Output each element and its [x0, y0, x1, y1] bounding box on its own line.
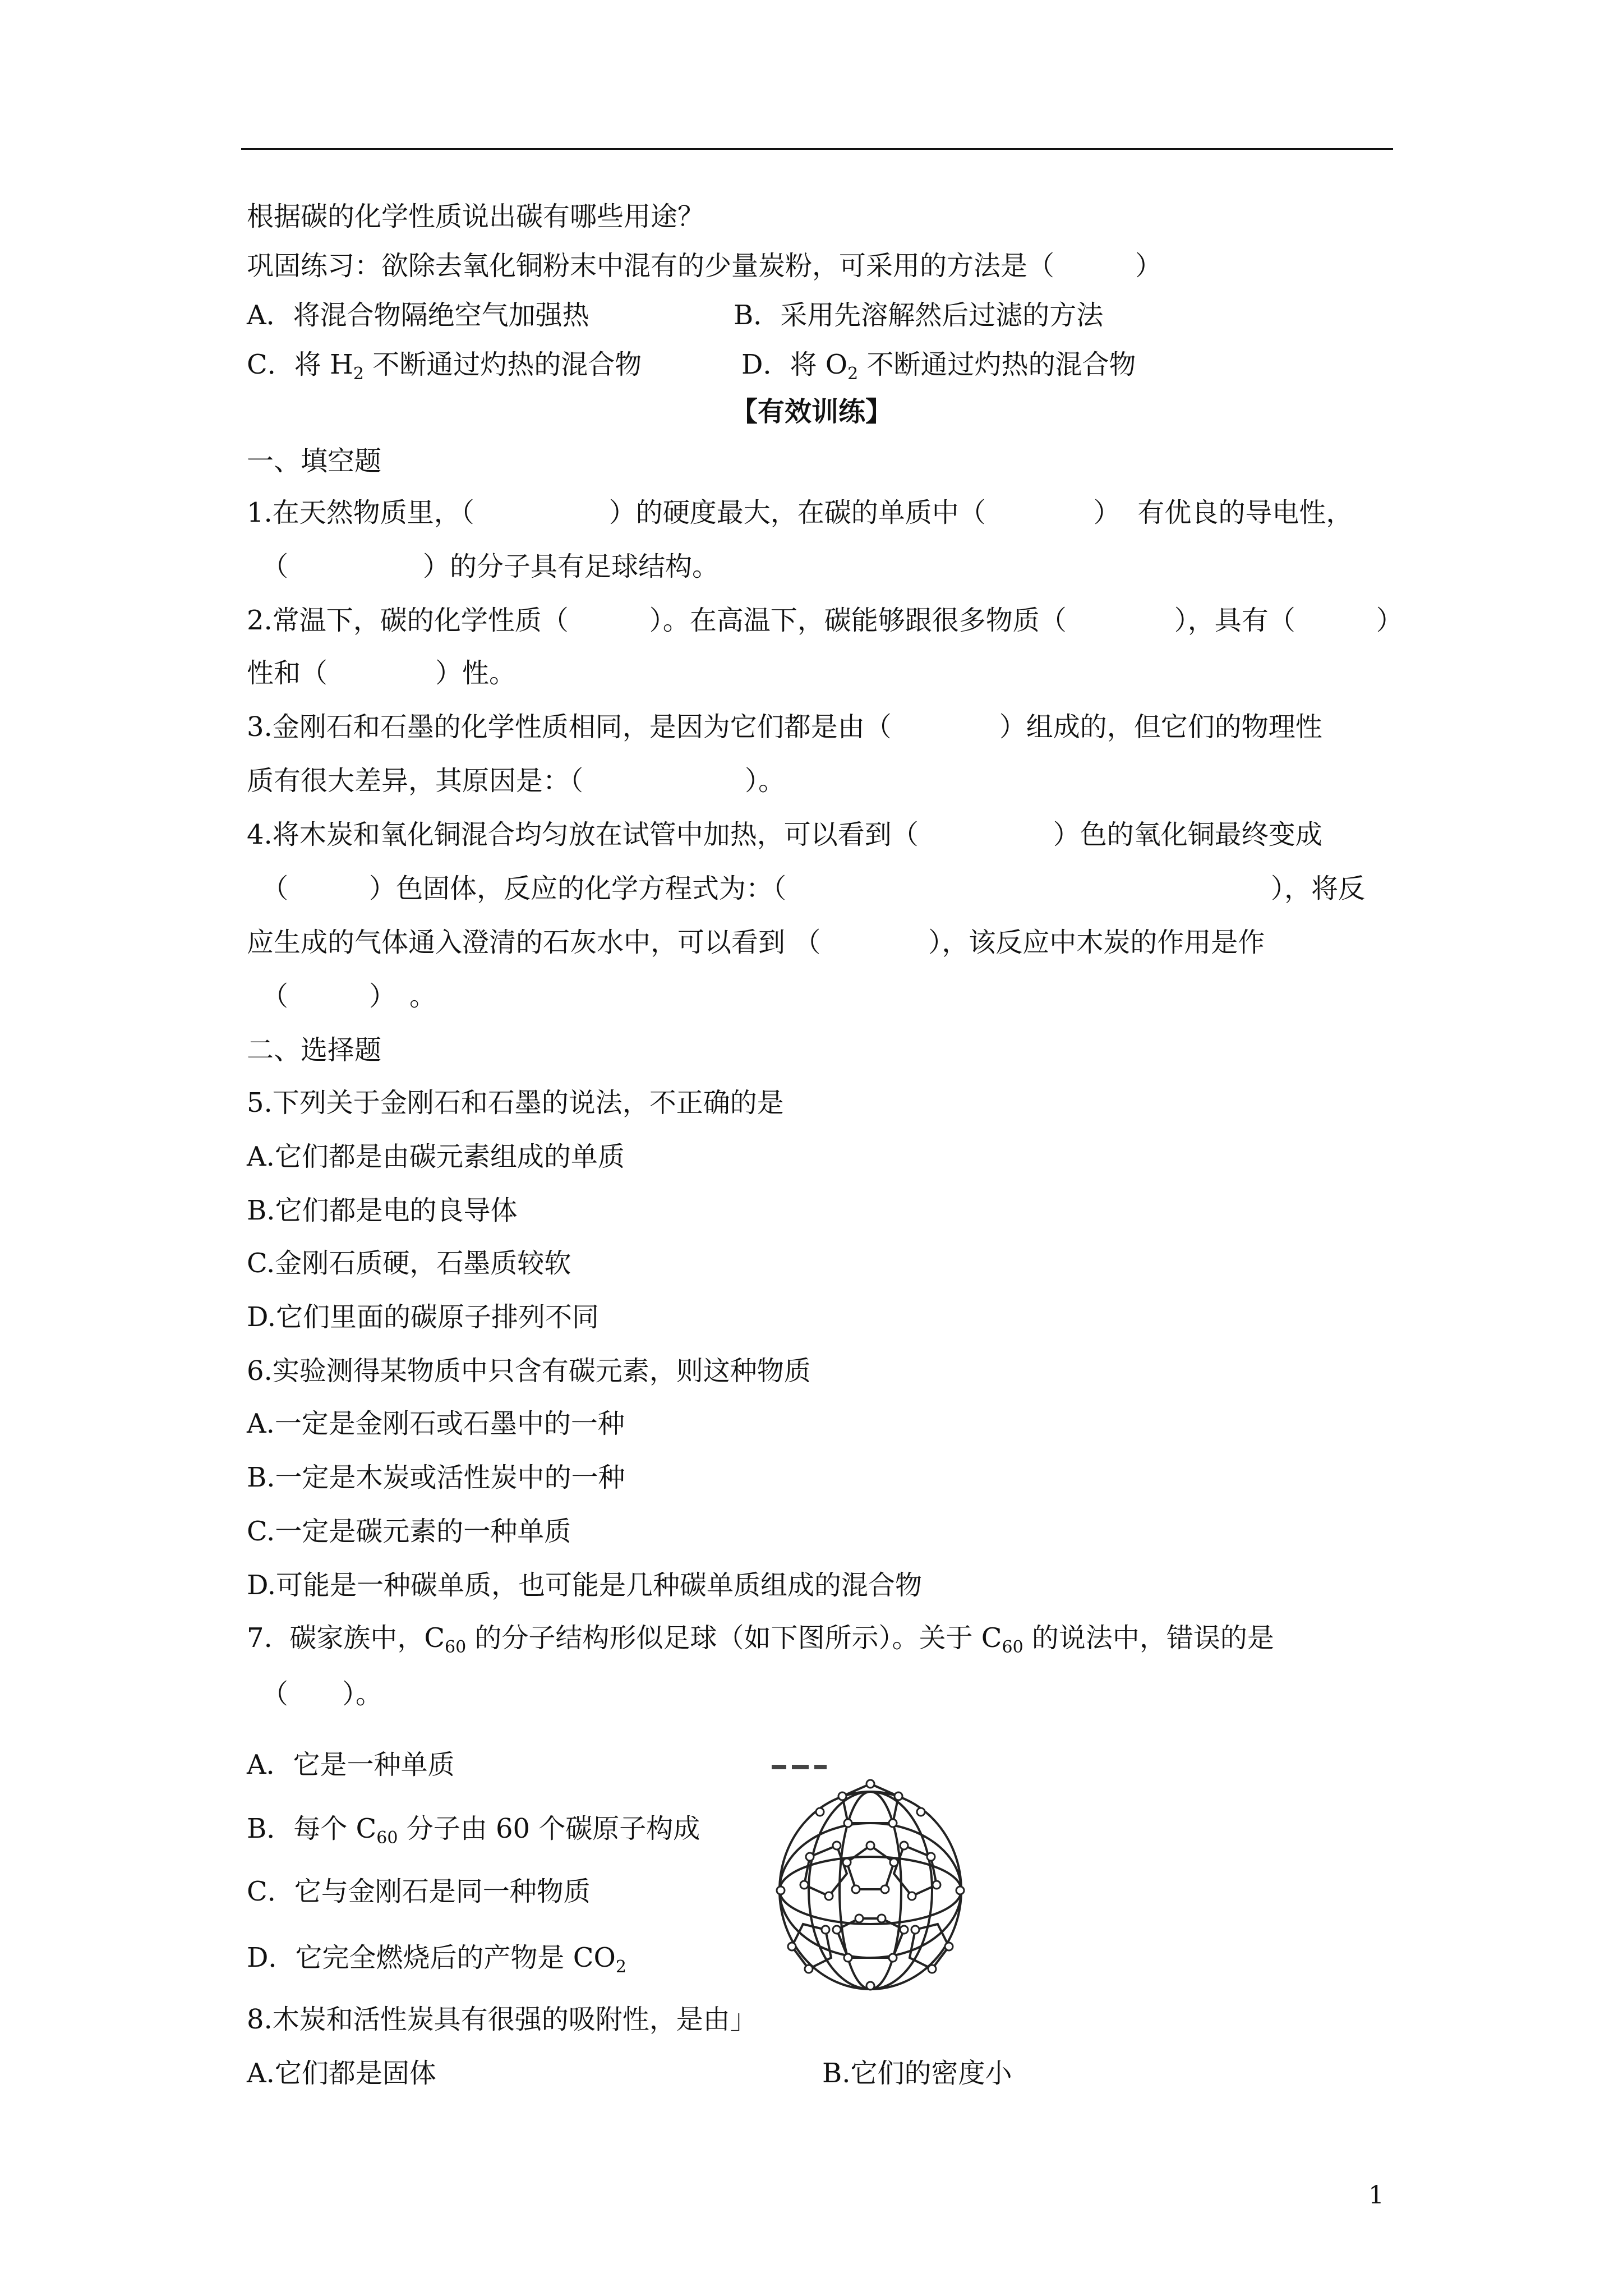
choice-q7: 7. 碳家族中，$C_{60}$ 的分子结构形似足球（如下图所示）。关于 $C_{60}$ 的说法中，错误的是	[247, 1622, 1274, 1657]
choice-q7-option-b: B．每个 $C_{60}$ 分子由 60 个碳原子构成	[247, 1813, 700, 1848]
choice-q6-option-b: B.一定是木炭或活性炭中的一种	[247, 1462, 625, 1493]
fill-q2-line1: 2.常温下，碳的化学性质（ ）。在高温下，碳能够跟很多物质（ ），具有（ ）	[247, 605, 1403, 636]
choice-q6: 6.实验测得某物质中只含有碳元素，则这种物质	[247, 1355, 811, 1387]
page-number: 1	[1368, 2181, 1384, 2210]
c60-molecule-figure	[769, 1761, 971, 1997]
choice-q5-option-d: D.它们里面的碳原子排列不同	[247, 1301, 600, 1333]
fill-heading: 一、填空题	[247, 445, 382, 477]
choice-q5-option-c: C.金刚石质硬，石墨质较软	[247, 1248, 571, 1279]
choice-q5: 5.下列关于金刚石和石墨的说法，不正确的是	[247, 1087, 784, 1119]
fill-q2-line2: 性和（ ）性。	[247, 657, 517, 689]
practice-option-c: C．将 $H_2$ 不断通过灼热的混合物	[247, 349, 642, 384]
figure-caption-mark	[772, 1765, 827, 1769]
choice-q6-option-d: D.可能是一种碳单质，也可能是几种碳单质组成的混合物	[247, 1570, 923, 1601]
choice-q7-option-d: D．它完全燃烧后的产物是 $CO_2$	[247, 1942, 626, 1977]
fill-q3-line1: 3.金刚石和石墨的化学性质相同，是因为它们都是由（ ）组成的，但它们的物理性	[247, 711, 1322, 743]
fill-q4-line3: 应生成的气体通入澄清的石灰水中，可以看到 （ ），该反应中木炭的作用是作	[247, 927, 1265, 958]
choice-heading: 二、选择题	[247, 1034, 382, 1066]
section-title: 【有效训练】	[730, 396, 892, 427]
choice-q5-option-b: B.它们都是电的良导体	[247, 1195, 518, 1226]
choice-q8-option-a: A.它们都是固体	[247, 2058, 436, 2089]
choice-q5-option-a: A.它们都是由碳元素组成的单质	[247, 1141, 625, 1172]
practice-option-b: B．采用先溶解然后过滤的方法	[734, 300, 1104, 331]
choice-q8-option-b: B.它们的密度小	[822, 2058, 1012, 2089]
question-carbon-uses: 根据碳的化学性质说出碳有哪些用途？	[247, 201, 705, 232]
choice-q7-option-c: C．它与金刚石是同一种物质	[247, 1876, 591, 1907]
practice-question: 巩固练习：欲除去氧化铜粉末中混有的少量炭粉，可采用的方法是（ ）	[247, 250, 1163, 282]
choice-q6-option-c: C.一定是碳元素的一种单质	[247, 1516, 571, 1547]
practice-option-d: D．将 $O_2$ 不断通过灼热的混合物	[741, 349, 1136, 384]
fill-q4-line2: （ ）色固体，反应的化学方程式为：（ ），将反	[261, 873, 1366, 904]
fill-q3-line2: 质有很大差异，其原因是：（ ）。	[247, 765, 786, 797]
choice-q7-blank: （ ）。	[261, 1678, 383, 1710]
fill-q1-line1: 1.在天然物质里，（ ）的硬度最大，在碳的单质中（ ） 有优良的导电性，	[247, 497, 1353, 528]
practice-option-a: A．将混合物隔绝空气加强热	[247, 300, 589, 331]
fill-q4-line4: （ ） 。	[261, 981, 437, 1012]
header-rule	[241, 148, 1393, 150]
fill-q1-line2: （ ）的分子具有足球结构。	[261, 551, 720, 582]
fill-q4-line1: 4.将木炭和氧化铜混合均匀放在试管中加热，可以看到（ ）色的氧化铜最终变成	[247, 819, 1322, 850]
choice-q6-option-a: A.一定是金刚石或石墨中的一种	[247, 1408, 625, 1439]
choice-q8: 8.木炭和活性炭具有很强的吸附性，是由」	[247, 2004, 757, 2035]
choice-q7-option-a: A．它是一种单质	[247, 1749, 455, 1780]
